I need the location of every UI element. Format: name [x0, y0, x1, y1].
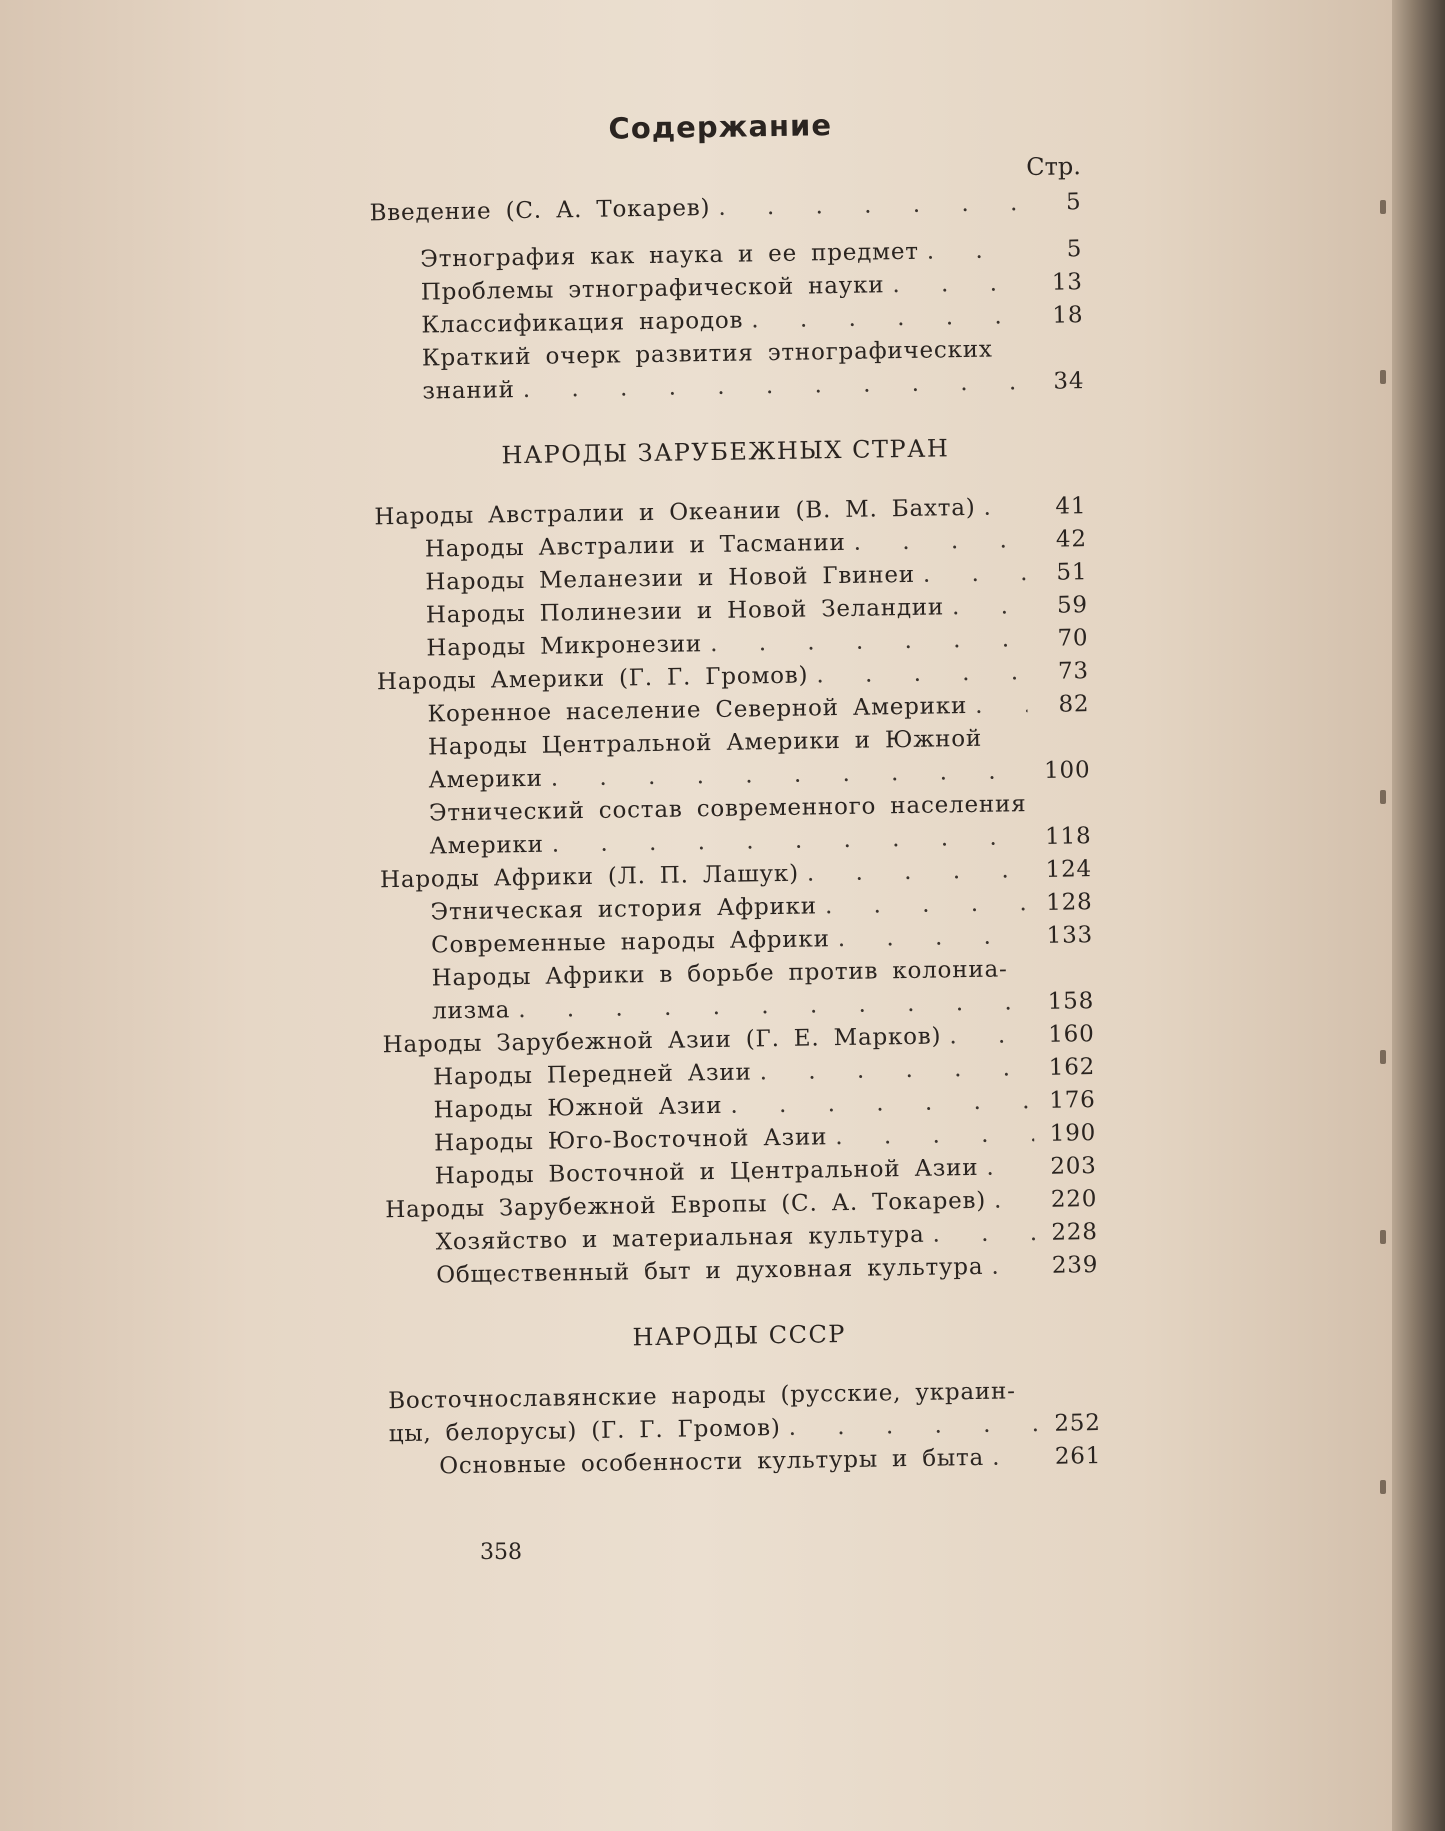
leader-dots: [932, 1217, 1036, 1252]
entry-title: Классификация народов: [421, 307, 744, 339]
leader-dots: [991, 1250, 1036, 1284]
entry-title: Народы Зарубежной Азии (Г. Е. Марков): [382, 1023, 942, 1059]
entry-page: 42: [1055, 526, 1087, 553]
section-heading: НАРОДЫ СССР: [632, 1320, 847, 1352]
entry-page: 5: [1066, 236, 1083, 263]
entry-title: Народы Восточной и Центральной Азии: [434, 1154, 979, 1190]
entry-page: 190: [1049, 1120, 1097, 1147]
entry-title: Проблемы этнографической науки: [420, 272, 885, 306]
entry-page: 176: [1049, 1087, 1096, 1114]
entry-page: 41: [1055, 493, 1087, 520]
entry-page: 128: [1045, 889, 1093, 916]
binding-mark: [1380, 370, 1386, 384]
entry-title: Введение (С. А. Токарев): [369, 195, 711, 227]
entry-page: 252: [1054, 1410, 1101, 1437]
leader-dots: [892, 267, 1021, 302]
leader-dots: [983, 491, 1024, 525]
entry-title: Америки: [429, 831, 545, 860]
entry-page: 5: [1065, 189, 1082, 216]
entry-title: лизма: [431, 997, 511, 1025]
entry-title: Народы Австралии и Океании (В. М. Бахта): [374, 494, 976, 531]
entry-page: 162: [1048, 1054, 1096, 1081]
entry-page: 124: [1045, 856, 1093, 883]
binding-mark: [1380, 1230, 1386, 1244]
entry-title-line: Народы Африки в борьбе против колониа-: [431, 956, 1008, 992]
entry-title-line: Народы Центральной Америки и Южной: [427, 725, 983, 761]
entry-title: Этническая история Африки: [430, 893, 818, 926]
table-of-contents: [340, 104, 1101, 1484]
entry-title: Народы Меланезии и Новой Гвинеи: [425, 561, 916, 596]
entry-page: 51: [1056, 559, 1088, 586]
leader-dots: [718, 187, 1020, 225]
leader-dots: [730, 1085, 1034, 1123]
binding-mark: [1380, 200, 1386, 214]
leader-dots: [853, 524, 1025, 560]
entry-title: Общественный быт и духовная культура: [436, 1253, 984, 1289]
leader-dots: [837, 920, 1031, 956]
leader-dots: [816, 656, 1027, 692]
page-column-label: Стр.: [1026, 152, 1082, 182]
entry-title-line: Краткий очерк развития этнографических: [421, 336, 993, 372]
entry-title-line: Этнический состав современного населения: [428, 791, 1027, 827]
entry-title: Народы Юго-Восточной Азии: [433, 1124, 828, 1157]
entry-page: 133: [1046, 922, 1094, 949]
leader-dots: [927, 234, 1021, 268]
entry-title: Народы Африки (Л. П. Лашук): [379, 860, 800, 894]
leader-dots: [923, 557, 1026, 592]
entry-page: 203: [1050, 1153, 1097, 1180]
section-heading: НАРОДЫ ЗАРУБЕЖНЫХ СТРАН: [501, 434, 950, 470]
leader-dots: [751, 300, 1022, 337]
leader-dots: [759, 1052, 1033, 1089]
leader-dots: [523, 366, 1023, 407]
entry-title: Современные народы Африки: [430, 926, 830, 959]
entry-title: Народы Микронезии: [426, 631, 703, 662]
leader-dots: [952, 590, 1026, 624]
entry-page: 18: [1052, 302, 1084, 329]
binding-mark: [1380, 1050, 1386, 1064]
leader-dots: [992, 1441, 1040, 1475]
entry-page: 70: [1057, 625, 1089, 652]
entry-page: 13: [1051, 269, 1083, 296]
entry-page: 118: [1044, 823, 1092, 850]
entry-page: 239: [1051, 1252, 1099, 1279]
binding-mark: [1380, 1480, 1386, 1494]
entry-title: Этнография как наука и ее предмет: [420, 238, 919, 273]
entry-title: Народы Австралии и Тасмании: [424, 529, 846, 563]
leader-dots: [986, 1151, 1035, 1185]
entry-title: знаний: [422, 377, 515, 405]
entry-page: 158: [1047, 988, 1095, 1015]
leader-dots: [807, 854, 1031, 891]
entry-title: Народы Зарубежной Европы (С. А. Токарев): [385, 1187, 987, 1224]
page-edge-shadow: [1392, 0, 1445, 1831]
leader-dots: [835, 1118, 1034, 1154]
page-number: 358: [480, 1540, 522, 1565]
entry-title: Народы Полинезии и Новой Зеландии: [425, 594, 945, 629]
toc-title: Содержание: [608, 108, 833, 146]
entry-page: 59: [1056, 592, 1089, 619]
entry-title: Народы Америки (Г. Г. Громов): [376, 662, 809, 696]
leader-dots: [788, 1408, 1039, 1445]
entry-title: Хозяйство и материальная культура: [435, 1221, 925, 1256]
entry-page: 160: [1048, 1021, 1095, 1048]
entry-page: 220: [1050, 1186, 1098, 1213]
entry-title-line: Восточнославянские народы (русские, украин-: [388, 1378, 1016, 1415]
binding-mark: [1380, 790, 1386, 804]
entry-page: 228: [1051, 1219, 1098, 1246]
entry-title: Народы Южной Азии: [433, 1092, 723, 1124]
entry-page: 100: [1043, 757, 1091, 784]
entry-title: Коренное население Северной Америки: [427, 693, 968, 728]
entry-page: 82: [1058, 691, 1090, 718]
leader-dots: [994, 1184, 1036, 1218]
entry-page: 261: [1054, 1443, 1102, 1470]
leader-dots: [710, 623, 1027, 661]
leader-dots: [825, 887, 1031, 923]
entry-title: Народы Передней Азии: [432, 1059, 752, 1091]
entry-title: Основные особенности культуры и быта: [439, 1444, 985, 1480]
entry-title: Америки: [428, 765, 543, 794]
entry-page: 73: [1057, 658, 1090, 685]
leader-dots: [949, 1019, 1033, 1053]
entry-title: цы, белорусы) (Г. Г. Громов): [388, 1415, 781, 1448]
entry-page: 34: [1053, 368, 1085, 395]
leader-dots: [975, 689, 1028, 723]
